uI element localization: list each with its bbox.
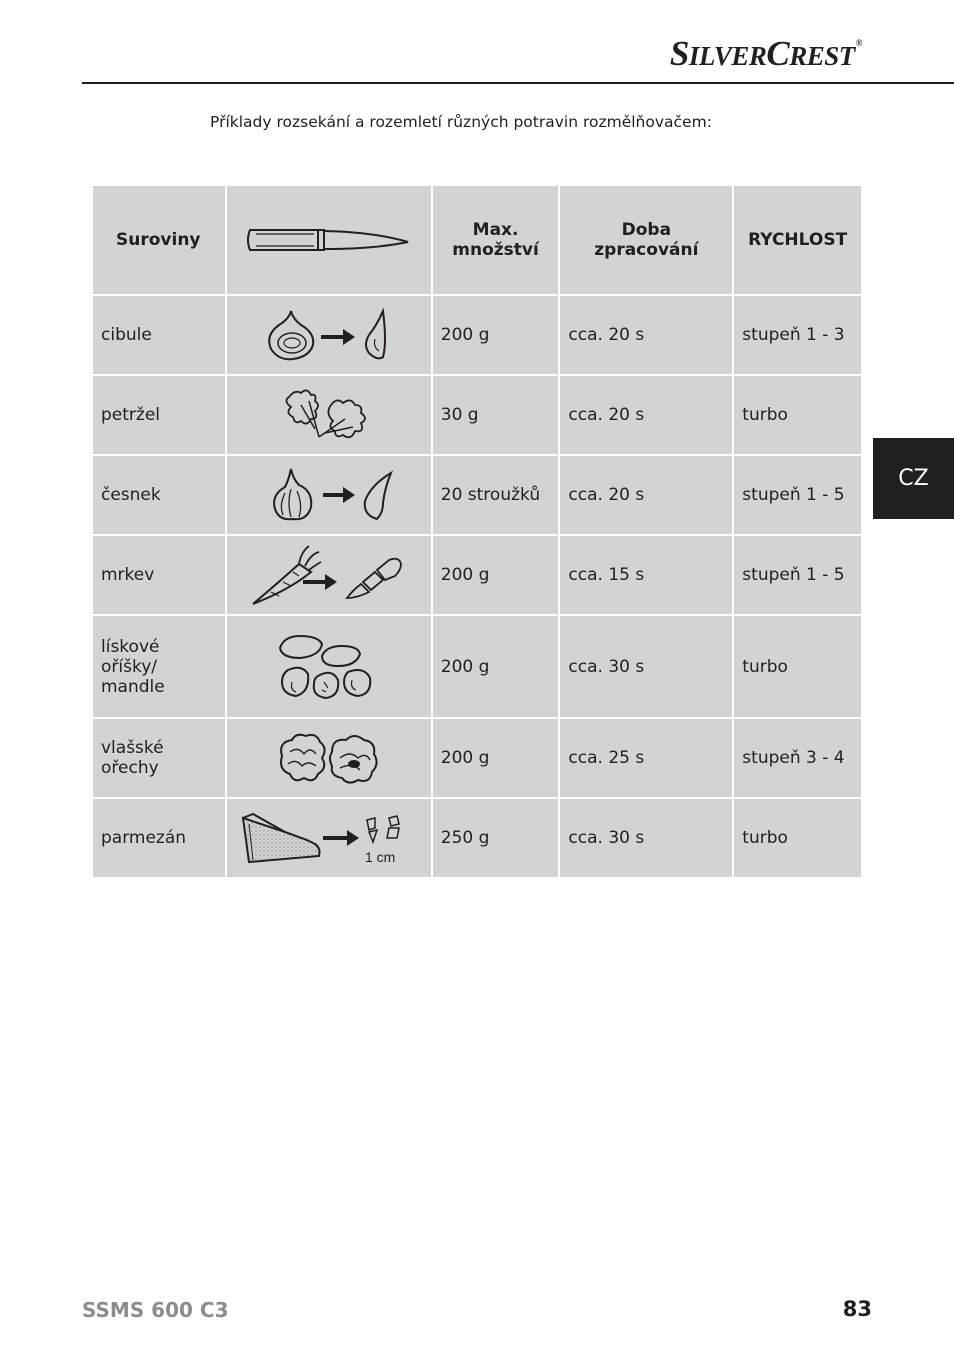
table-row [93, 536, 861, 614]
size-label: 1 cm [364, 849, 396, 865]
max-amount: 200 g [433, 616, 559, 717]
header-processing-time: Doba zpracování [560, 186, 732, 294]
onion-icon [227, 296, 431, 374]
processing-time: cca. 20 s [560, 296, 732, 374]
processing-time: cca. 25 s [560, 719, 732, 797]
processing-time: cca. 20 s [560, 376, 732, 454]
speed-setting: turbo [734, 616, 861, 717]
parsley-icon [227, 376, 431, 454]
processing-time: cca. 30 s [560, 799, 732, 877]
max-amount: 250 g [433, 799, 559, 877]
header-rule [82, 82, 954, 84]
max-amount: 200 g [433, 296, 559, 374]
ingredient-name: lískové oříšky/ mandle [93, 616, 225, 717]
intro-text: Příklady rozsekání a rozemletí různých potravin rozmělňovačem: [210, 113, 712, 131]
ingredient-name: česnek [93, 456, 225, 534]
processing-time: cca. 30 s [560, 616, 732, 717]
table-header-row [93, 186, 861, 294]
max-amount: 20 stroužků [433, 456, 559, 534]
ingredient-name: mrkev [93, 536, 225, 614]
max-amount: 30 g [433, 376, 559, 454]
table-row [93, 719, 861, 797]
model-number: SSMS 600 C3 [82, 1298, 229, 1322]
parmesan-icon [227, 799, 431, 877]
speed-setting: turbo [734, 799, 861, 877]
nuts-icon [227, 616, 431, 717]
header-speed: RYCHLOST [734, 186, 861, 294]
ingredient-name: petržel [93, 376, 225, 454]
header-max-amount: Max. množství [433, 186, 559, 294]
carrot-icon [227, 536, 431, 614]
max-amount: 200 g [433, 536, 559, 614]
speed-setting: turbo [734, 376, 861, 454]
ingredient-name: parmezán [93, 799, 225, 877]
processing-time: cca. 20 s [560, 456, 732, 534]
header-ingredients: Suroviny [93, 186, 225, 294]
table-row [93, 376, 861, 454]
table-row [93, 456, 861, 534]
speed-setting: stupeň 1 - 5 [734, 456, 861, 534]
speed-setting: stupeň 3 - 4 [734, 719, 861, 797]
ingredient-name: vlašské ořechy [93, 719, 225, 797]
page-number: 83 [842, 1297, 872, 1321]
speed-setting: stupeň 1 - 3 [734, 296, 861, 374]
table-row [93, 296, 861, 374]
processing-time: cca. 15 s [560, 536, 732, 614]
brand-logo: SILVERCREST® [669, 34, 862, 73]
garlic-icon [227, 456, 431, 534]
language-tab: CZ [873, 438, 954, 519]
table-row [93, 799, 861, 877]
max-amount: 200 g [433, 719, 559, 797]
knife-blade-icon [227, 186, 431, 294]
speed-setting: stupeň 1 - 5 [734, 536, 861, 614]
ingredient-name: cibule [93, 296, 225, 374]
walnut-icon [227, 719, 431, 797]
processing-table [91, 184, 863, 879]
table-row [93, 616, 861, 717]
